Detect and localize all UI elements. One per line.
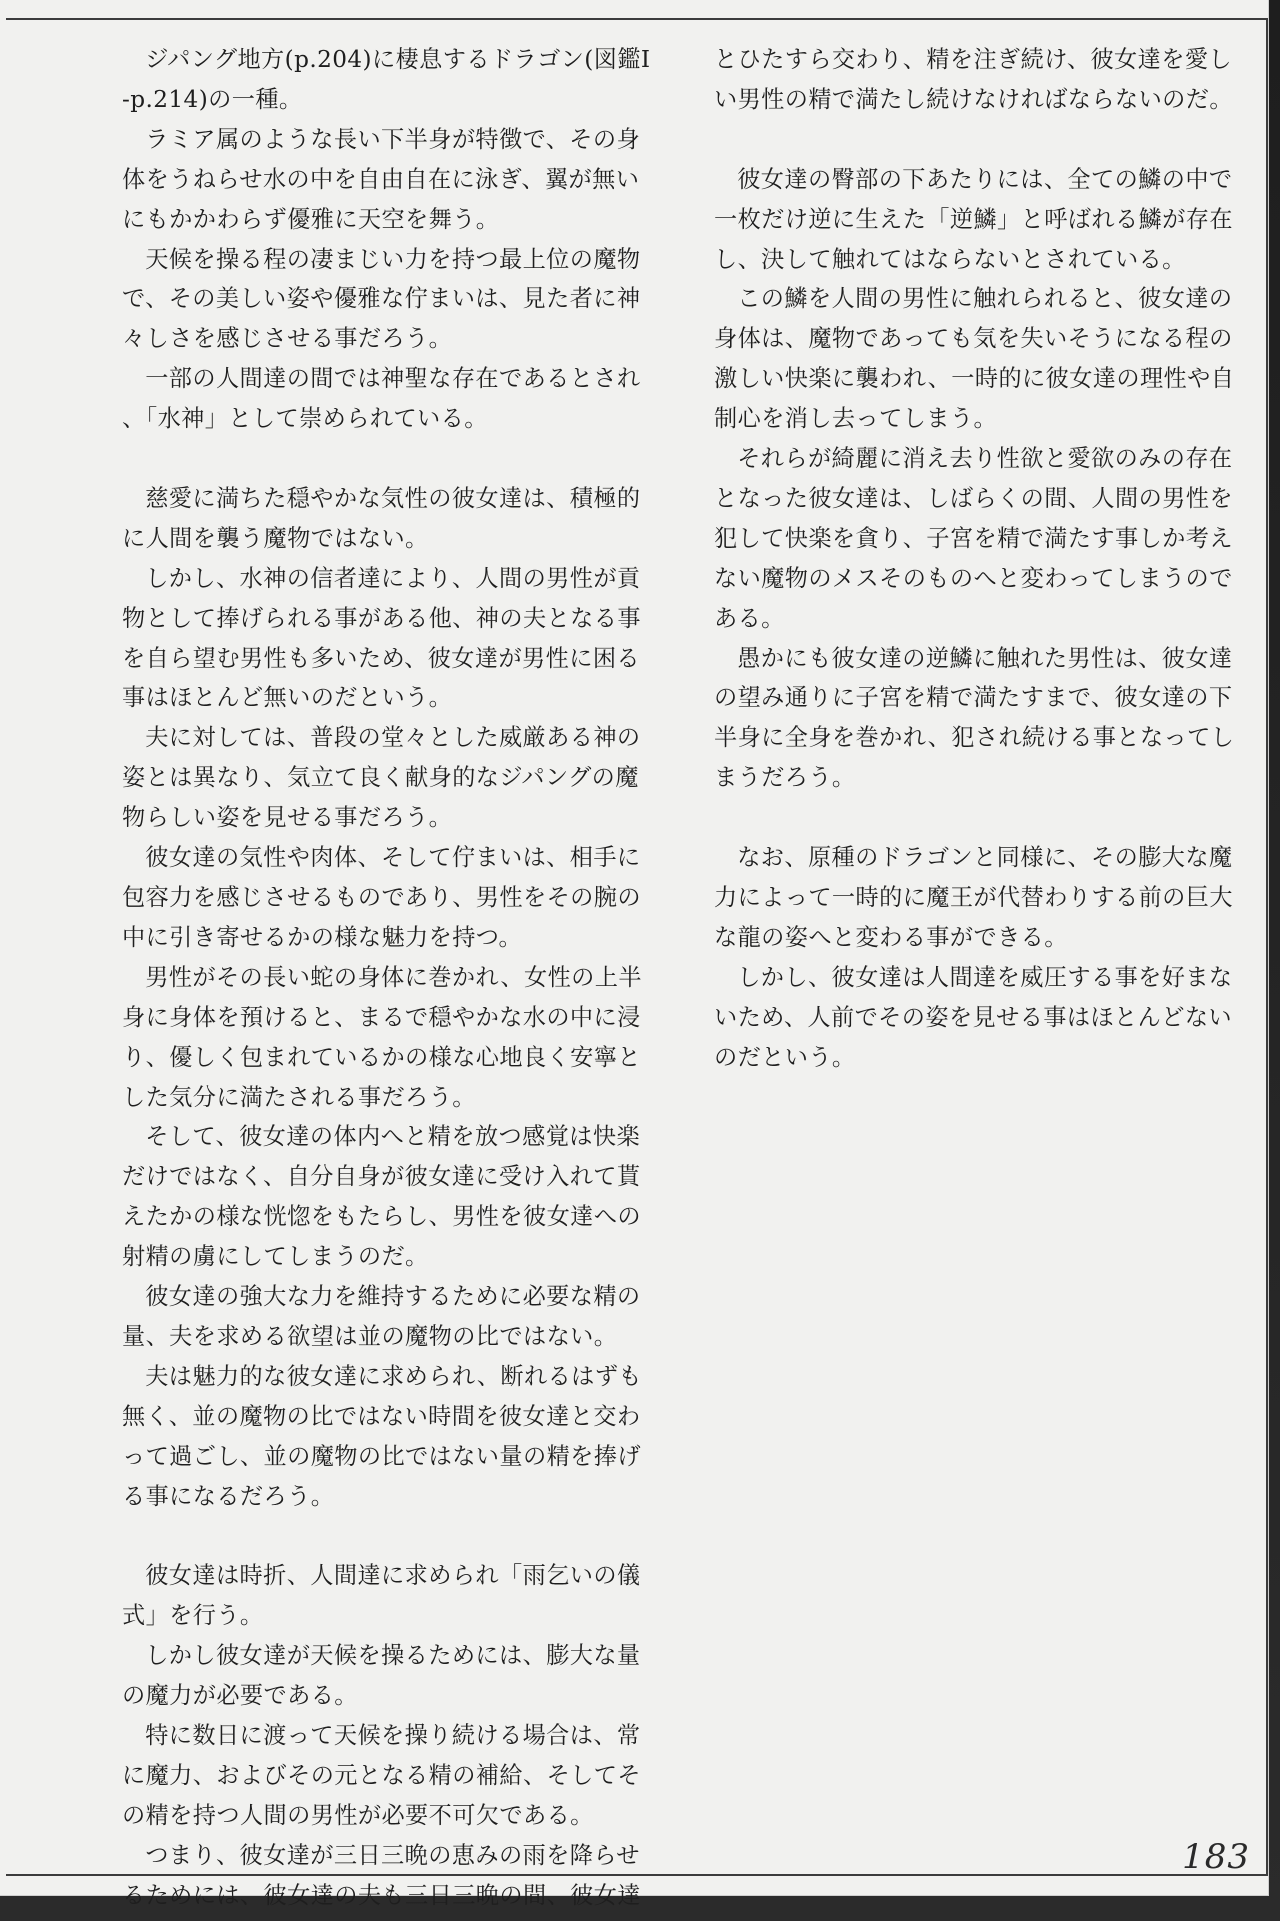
paragraph: 特に数日に渡って天候を操り続ける場合は、常に魔力、およびその元となる精の補給、そしてその精を持つ人間の男性が必要不可欠である。	[122, 1722, 641, 1829]
paragraph: この鱗を人間の男性に触れられると、彼女達の身体は、魔物であっても気を失いそうになる程の激しい快楽に襲われ、一時的に彼女達の理性や自制心を消し去ってしまう。	[714, 285, 1235, 433]
paragraph-gap	[122, 1517, 654, 1557]
paragraph: なお、原種のドラゴンと同様に、その膨大な魔力によって一時的に魔王が代替わりする前の巨大な龍の姿へと変わる事ができる。	[714, 844, 1233, 951]
paragraph: 愚かにも彼女達の逆鱗に触れた男性は、彼女達の望み通りに子宮を精で満たすまで、彼女達の下半身に全身を巻かれ、犯され続ける事となってしまうだろう。	[714, 644, 1235, 792]
paragraph: 夫は魅力的な彼女達に求められ、断れるはずも無く、並の魔物の比ではない時間を彼女達と交わって過ごし、並の魔物の比ではない量の精を捧げる事になるだろう。	[122, 1362, 642, 1510]
paragraph: ジパング地方(p.204)に棲息するドラゴン(図鑑Ⅰ-p.214)の一種。	[122, 46, 651, 113]
paragraph: ラミア属のような長い下半身が特徴で、その身体をうねらせ水の中を自由自在に泳ぎ、翼が無いにもかかわらず優雅に天空を舞う。	[122, 125, 641, 233]
paragraph: しかし、水神の信者達により、人間の男性が貢物として捧げられる事がある他、神の夫となる事を自ら望む男性も多いため、彼女達が男性に困る事はほとんど無いのだという。	[122, 564, 641, 712]
paragraph: 男性がその長い蛇の身体に巻かれ、女性の上半身に身体を預けると、まるで穏やかな水の中に浸り、優しく包まれているかの様な心地良く安寧とした気分に満たされる事だろう。	[122, 963, 642, 1111]
paragraph: 彼女達は時折、人間達に求められ「雨乞いの儀式」を行う。	[122, 1562, 641, 1630]
paragraph: 夫に対しては、普段の堂々とした威厳ある神の姿とは異なり、気立て良く献身的なジパングの魔物らしい姿を見せる事だろう。	[122, 724, 641, 832]
right-column	[714, 40, 1244, 1078]
paragraph: それらが綺麗に消え去り性欲と愛欲のみの存在となった彼女達は、しばらくの間、人間の男性を犯して快楽を貪り、子宮を精で満たす事しか考えない魔物のメスそのものへと変わってしまうのである。	[714, 445, 1233, 632]
paragraph-gap	[714, 120, 1244, 160]
paragraph: 天候を操る程の凄まじい力を持つ最上位の魔物で、その美しい姿や優雅な佇まいは、見た者に神々しさを感じさせる事だろう。	[122, 245, 641, 353]
paragraph: つまり、彼女達が三日三晩の恵みの雨を降らせるためには、彼女達の夫も三日三晩の間、彼女達	[122, 1841, 641, 1909]
paragraph: 彼女達の臀部の下あたりには、全ての鱗の中で一枚だけ逆に生えた「逆鱗」と呼ばれる鱗が存在し、決して触れてはならないとされている。	[714, 165, 1233, 273]
paragraph: そして、彼女達の体内へと精を放つ感覚は快楽だけではなく、自分自身が彼女達に受け入れて貰えたかの様な恍惚をもたらし、男性を彼女達への射精の虜にしてしまうのだ。	[122, 1123, 641, 1271]
paragraph: とひたすら交わり、精を注ぎ続け、彼女達を愛しい男性の精で満たし続けなければならないのだ。	[714, 46, 1233, 113]
paragraph-gap	[714, 798, 1244, 838]
paragraph: しかし、彼女達は人間達を威圧する事を好まないため、人前でその姿を見せる事はほとんどないのだという。	[714, 963, 1233, 1071]
paragraph: しかし彼女達が天候を操るためには、膨大な量の魔力が必要である。	[122, 1642, 641, 1710]
page-number: 183	[1182, 1837, 1250, 1877]
paragraph: 慈愛に満ちた穏やかな気性の彼女達は、積極的に人間を襲う魔物ではない。	[122, 484, 641, 552]
paragraph-gap	[122, 439, 654, 479]
paragraph: 一部の人間達の間では神聖な存在であるとされ、「水神」として崇められている。	[122, 365, 641, 433]
left-column	[122, 40, 654, 1916]
paragraph: 彼女達の強大な力を維持するために必要な精の量、夫を求める欲望は並の魔物の比ではない。	[122, 1283, 641, 1350]
paragraph: 彼女達の気性や肉体、そして佇まいは、相手に包容力を感じさせるものであり、男性をその腕の中に引き寄せるかの様な魅力を持つ。	[122, 844, 641, 951]
